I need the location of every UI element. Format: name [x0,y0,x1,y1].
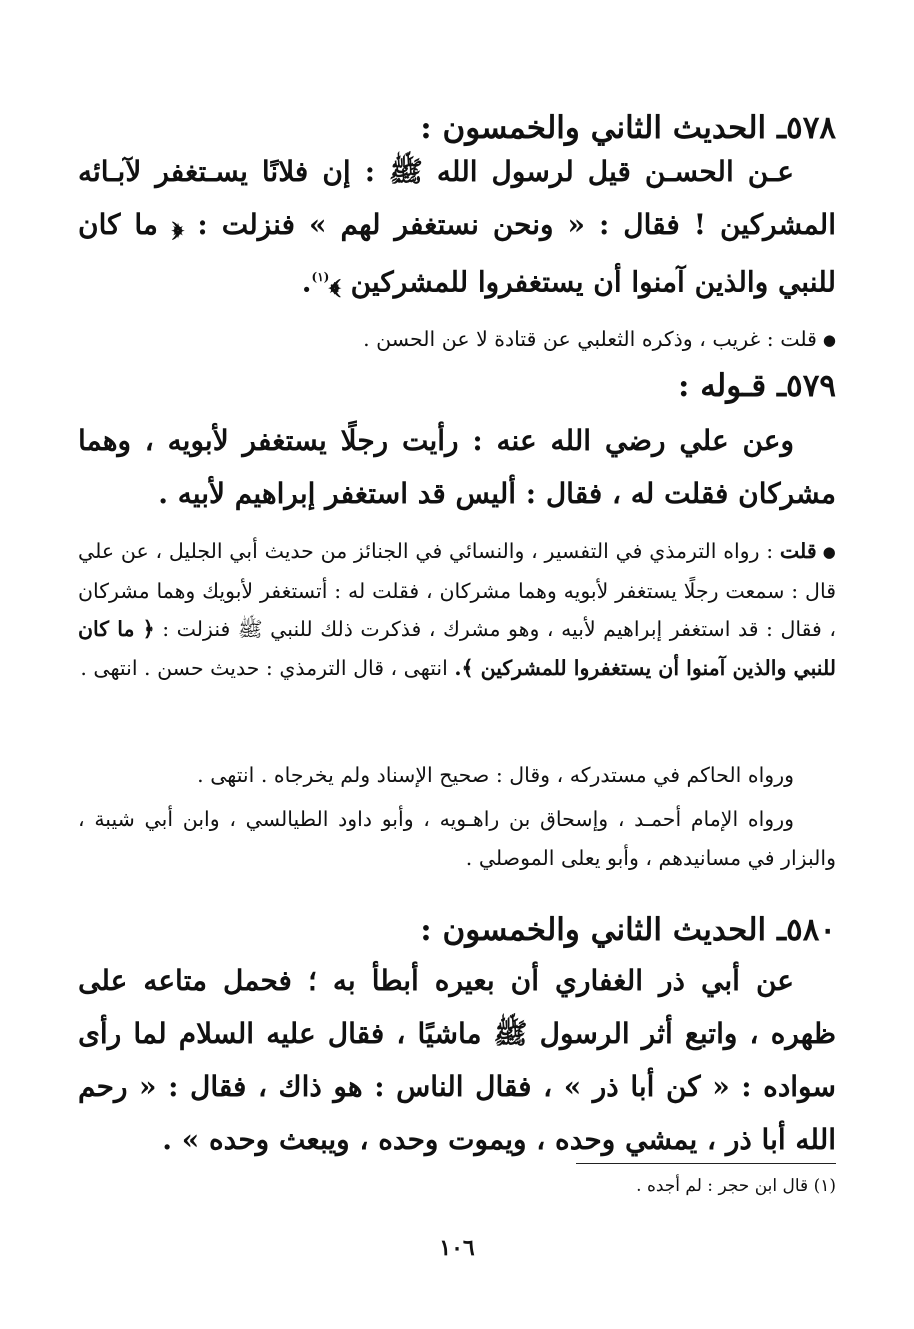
section-579-paragraph-2: ورواه الحاكم في مستدركه ، وقال : صحيح الإسناد ولم يخرجاه . انتهى . [197,763,794,787]
section-579-paragraph-3: ورواه الإمام أحمـد ، وإسحاق بن راهـويه ، وأبو داود الطيالسي ، وابن أبي شيبة ، والبزار في مسانيدهم ، وأبو يعلى الموصلي . [78,807,836,870]
footnote-ref: (١) [311,270,330,284]
period: . [301,265,312,299]
footnote-divider [576,1163,836,1164]
section-579-comment [78,532,836,687]
bullet-icon: ● [822,331,836,350]
comment-text: غريب ، وذكره الثعلبي عن قتادة لا عن الحسن . [363,327,761,351]
comment-label: قلت [779,539,817,563]
page-number: ١٠٦ [439,1235,475,1261]
bullet-icon: ● [822,543,836,562]
section-578-body [78,145,836,308]
section-579-body: وعن علي رضي الله عنه : رأيت رجلًا يستغفر لأبويه ، وهما مشركان فقلت له ، فقال : أليس قد استغفر إبراهيم لأبيه . [78,424,836,510]
section-579-heading: ٥٧٩ـ قـوله : [677,368,836,404]
footnote-marker: (١) [813,1176,836,1196]
section-578-comment [78,320,836,360]
footnote [636,1172,836,1200]
comment-end: انتهى ، قال الترمذي : حديث حسن . انتهى . [80,655,448,680]
footnote-text: قال ابن حجر : لم أجده . [636,1176,809,1196]
comment-text: : رواه الترمذي في التفسير ، والنسائي في الجنائز من حديث أبي الجليل ، عن علي قال : سمعت رجلًا يستغفر لأبويه وهما مشركان ، فقلت له : أتستغفر لأبويك وهما مشركان ، فقال : قد استغفر إبراهيم لأبيه ، وهو مشرك ، فذكرت ذلك للنبي ﷺ فنزلت : [78,539,836,642]
section-580-body: عن أبي ذر الغفاري أن بعيره أبطأ به ؛ فحمل متاعه على ظهره ، واتبع أثر الرسول ﷺ ماشيًا ، فقال عليه السلام لما رأى سواده : « كن أبا ذر » ، فقال الناس : هو ذاك ، فقال : « رحم الله أبا ذر ، يمشي وحده ، ويموت وحده ، ويبعث وحده » . [78,964,836,1156]
comment-label: قلت : [766,327,817,351]
section-580-heading: ٥٨٠ـ الحديث الثاني والخمسون : [420,912,836,948]
section-578-text: عـن الحسـن قيل لرسول الله ﷺ : إن فلانًا يسـتغفر لآبـائه المشركين ! فقال : « ونحن نستغفر لهم » فنزلت : ﴿ ما كان للنبي والذين آمنوا أن يستغفروا للمشركين ﴾ [78,155,836,299]
section-578-heading: ٥٧٨ـ الحديث الثاني والخمسون : [420,110,836,146]
comment-verse: ﴿ ما كان للنبي والذين آمنوا أن يستغفروا للمشركين ﴾. [78,617,836,680]
